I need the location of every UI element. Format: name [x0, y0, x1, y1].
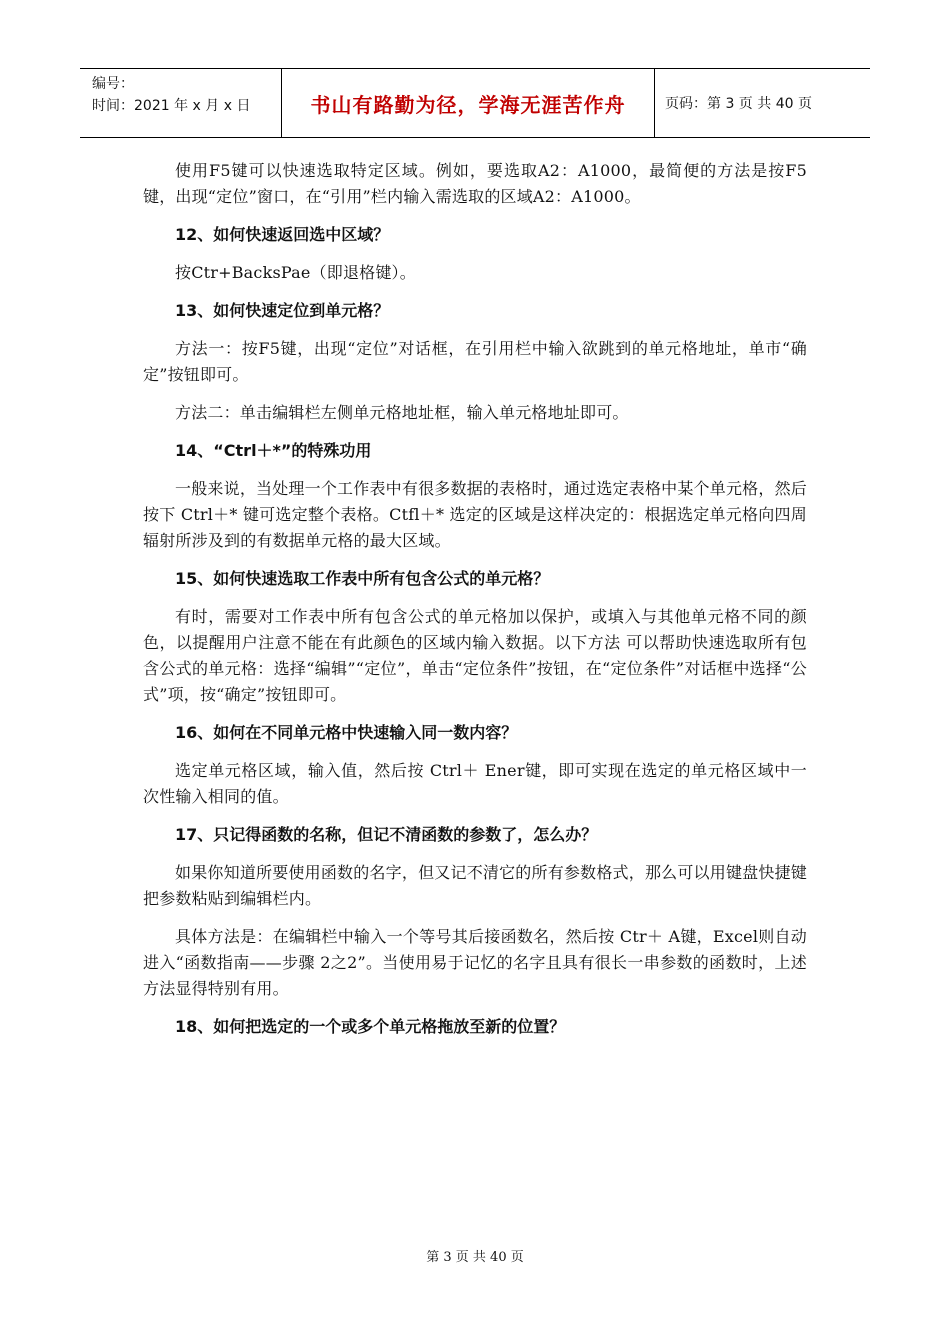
paragraph: 方法一：按F5键，出现“定位”对话框，在引用栏中输入欲跳到的单元格地址，单市“确定”按钮即可。: [143, 339, 807, 384]
paragraph: 方法二：单击编辑栏左侧单元格地址框，输入单元格地址即可。: [175, 403, 629, 422]
header-meta: [80, 69, 282, 137]
paragraph: 具体方法是：在编辑栏中输入一个等号其后接函数名，然后按 Ctr＋ A键，Excel则自动进入“函数指南——步骤 2之2”。当使用易于记忆的名字且具有很长一串参数的函数时，上述方法显得特别有用。: [143, 927, 807, 998]
header-motto: 书山有路勤为径，学海无涯苦作舟: [310, 92, 626, 117]
header-page-info: 页码：第 3 页 共 40 页: [665, 96, 812, 112]
document-date: 时间：2021 年 x 月 x 日: [92, 98, 251, 114]
section-heading: 18、如何把选定的一个或多个单元格拖放至新的位置？: [175, 1017, 566, 1036]
document-body: [143, 158, 807, 1052]
paragraph: 选定单元格区域，输入值，然后按 Ctrl＋ Ener键，即可实现在选定的单元格区域中一次性输入相同的值。: [143, 761, 807, 806]
paragraph: 有时，需要对工作表中所有包含公式的单元格加以保护，或填入与其他单元格不同的颜色，以提醒用户注意不能在有此颜色的区域内输入数据。以下方法 可以帮助快速选取所有包含公式的单元格：选择“编辑”“定位”，单击“定位条件”按钮，在“定位条件”对话框中选择“公式”项，按“确定”按钮即可。: [143, 607, 807, 704]
paragraph: 如果你知道所要使用函数的名字，但又记不清它的所有参数格式，那么可以用键盘快捷键把参数粘贴到编辑栏内。: [143, 863, 807, 908]
section-heading: 15、如何快速选取工作表中所有包含公式的单元格？: [175, 569, 550, 588]
paragraph: 一般来说，当处理一个工作表中有很多数据的表格时，通过选定表格中某个单元格，然后按下 Ctrl＋* 键可选定整个表格。Ctfl＋* 选定的区域是这样决定的：根据选定单元格向四周辐射所涉及到的有数据单元格的最大区域。: [143, 479, 807, 550]
section-heading: 12、如何快速返回选中区域？: [175, 225, 390, 244]
section-heading: 17、只记得函数的名称，但记不清函数的参数了，怎么办？: [175, 825, 598, 844]
section-heading: 16、如何在不同单元格中快速输入同一数内容？: [175, 723, 518, 742]
section-heading: 14、“Ctrl＋*”的特殊功用: [175, 441, 372, 460]
page-header: [80, 68, 870, 138]
paragraph: 按Ctr+BacksPae（即退格键）。: [175, 263, 416, 282]
page-footer: 第 3 页 共 40 页: [426, 1250, 524, 1265]
paragraph: 使用F5键可以快速选取特定区域。例如，要选取A2：A1000，最简便的方法是按F5键，出现“定位”窗口，在“引用”栏内输入需选取的区域A2：A1000。: [143, 161, 807, 206]
document-number: 编号：: [92, 76, 134, 92]
header-motto-cell: [282, 69, 655, 137]
section-heading: 13、如何快速定位到单元格？: [175, 301, 390, 320]
